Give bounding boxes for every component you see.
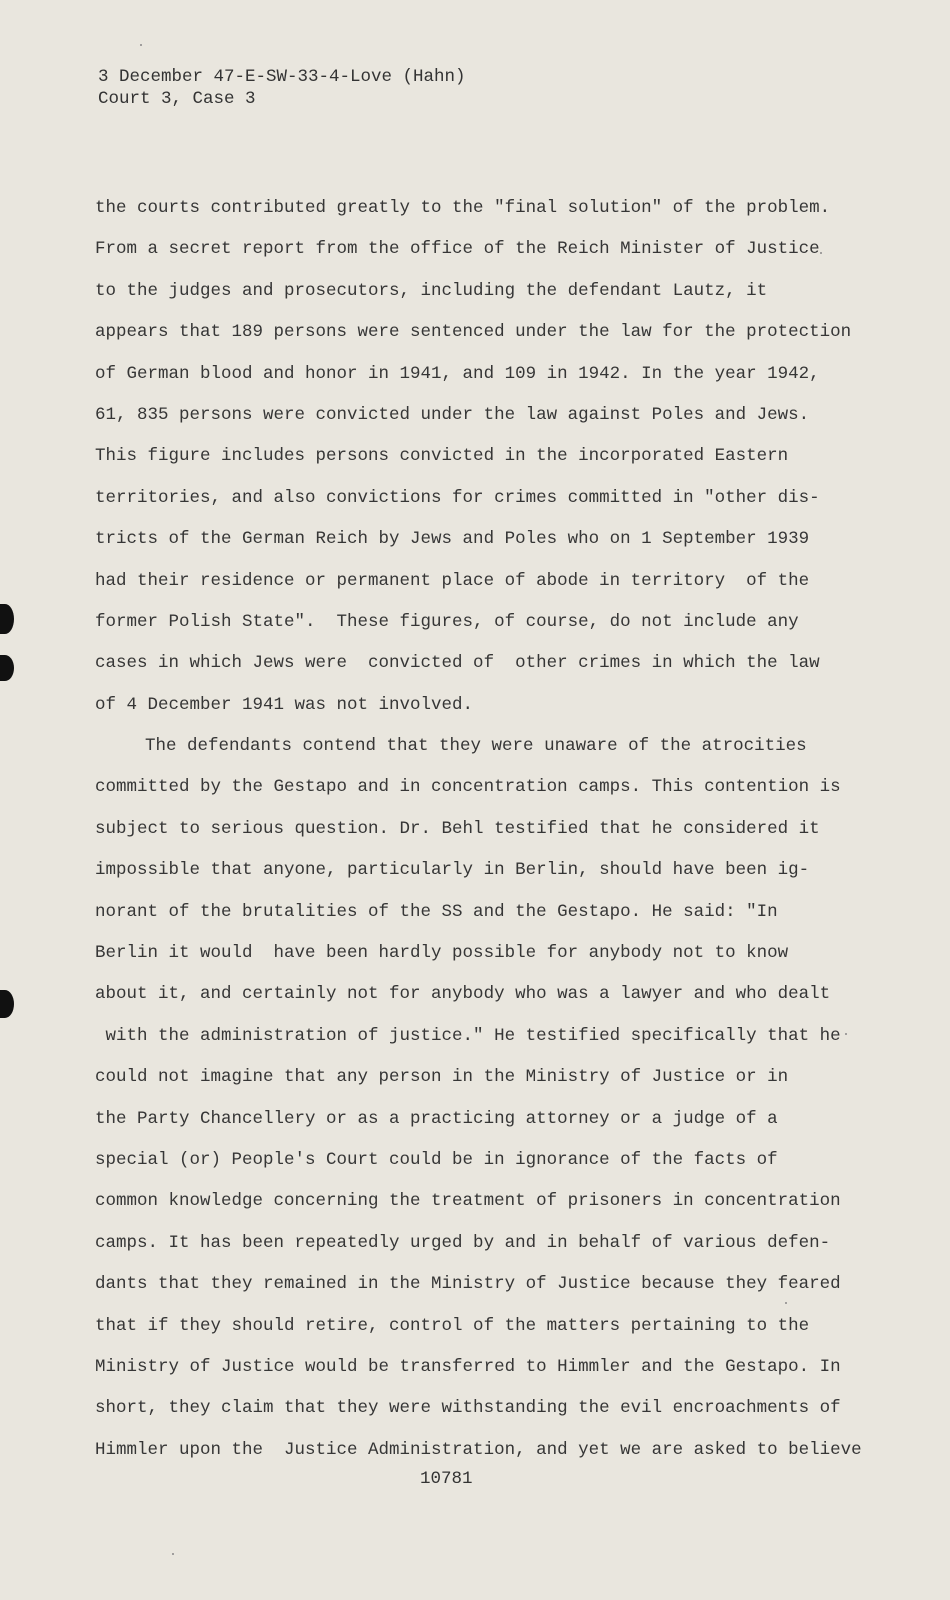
paper-speck — [140, 44, 142, 46]
body-line: to the judges and prosecutors, including the defendant Lautz, it — [95, 280, 768, 301]
paper-speck — [820, 252, 822, 254]
document-header — [98, 66, 466, 110]
body-line: short, they claim that they were withstanding the evil encroachments of — [95, 1398, 841, 1419]
body-line: cases in which Jews were convicted of other crimes in which the law — [95, 653, 820, 674]
body-line: of German blood and honor in 1941, and 109 in 1942. In the year 1942, — [95, 363, 820, 384]
paper-speck — [785, 1302, 787, 1304]
body-line: norant of the brutalities of the SS and the Gestapo. He said: "In — [95, 901, 778, 922]
paragraph-start-line: The defendants contend that they were unaware of the atrocities — [145, 736, 807, 757]
body-line: subject to serious question. Dr. Behl testified that he considered it — [95, 818, 820, 839]
punch-hole — [0, 990, 14, 1018]
header-line-date-reference: 3 December 47-E-SW-33-4-Love (Hahn) — [98, 67, 466, 87]
punch-hole — [0, 655, 14, 681]
header-line-court-case: Court 3, Case 3 — [98, 89, 256, 109]
body-line: about it, and certainly not for anybody who was a lawyer and who dealt — [95, 984, 831, 1005]
body-line: special (or) People's Court could be in ignorance of the facts of — [95, 1149, 778, 1170]
body-line: territories, and also convictions for crimes committed in "other dis- — [95, 487, 820, 508]
body-line: dants that they remained in the Ministry of Justice because they feared — [95, 1274, 841, 1295]
body-text — [95, 188, 862, 1471]
body-line: Berlin it would have been hardly possible for anybody not to know — [95, 943, 789, 964]
body-line: with the administration of justice." He testified specifically that he — [95, 1025, 841, 1046]
body-line: committed by the Gestapo and in concentration camps. This contention is — [95, 777, 841, 798]
body-line: From a secret report from the office of the Reich Minister of Justice — [95, 239, 820, 260]
body-line: camps. It has been repeatedly urged by and in behalf of various defen- — [95, 1232, 831, 1253]
body-line: 61, 835 persons were convicted under the law against Poles and Jews. — [95, 404, 810, 425]
body-line: tricts of the German Reich by Jews and Poles who on 1 September 1939 — [95, 529, 810, 550]
paper-speck — [845, 1033, 847, 1035]
body-line: of 4 December 1941 was not involved. — [95, 694, 474, 715]
body-line: former Polish State". These figures, of course, do not include any — [95, 611, 799, 632]
paper-speck — [172, 1553, 174, 1555]
body-line: had their residence or permanent place of abode in territory of the — [95, 570, 810, 591]
body-line: This figure includes persons convicted in the incorporated Eastern — [95, 446, 789, 467]
body-line: that if they should retire, control of the matters pertaining to the — [95, 1315, 810, 1336]
body-line: could not imagine that any person in the Ministry of Justice or in — [95, 1067, 789, 1088]
punch-hole — [0, 604, 14, 634]
body-line: the Party Chancellery or as a practicing attorney or a judge of a — [95, 1108, 778, 1129]
body-line: impossible that anyone, particularly in Berlin, should have been ig- — [95, 860, 810, 881]
body-line: Himmler upon the Justice Administration, and yet we are asked to believe — [95, 1439, 862, 1460]
body-line: common knowledge concerning the treatment of prisoners in concentration — [95, 1191, 841, 1212]
body-line: appears that 189 persons were sentenced under the law for the protection — [95, 322, 852, 343]
body-line: the courts contributed greatly to the "final solution" of the problem. — [95, 198, 831, 218]
page-number: 10781 — [420, 1469, 473, 1489]
body-line: Ministry of Justice would be transferred to Himmler and the Gestapo. In — [95, 1356, 841, 1377]
